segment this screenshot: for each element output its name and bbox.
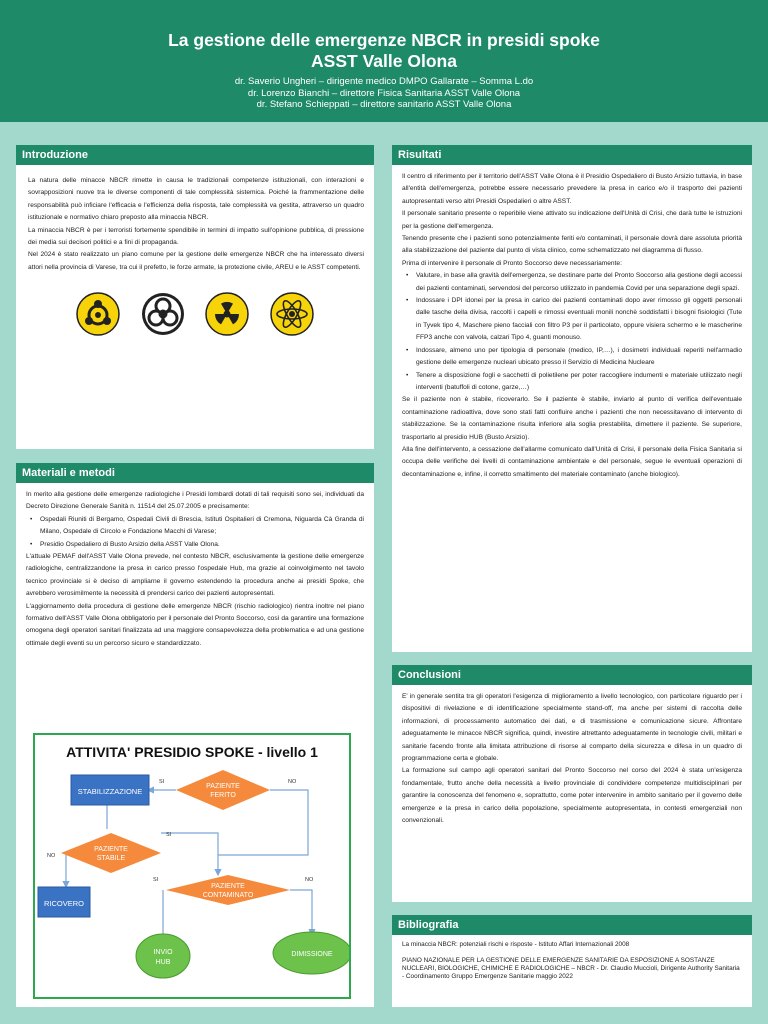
paziente-stabile-label: STABILE (96, 855, 126, 862)
results-paragraph: Il personale sanitario presente o reperibile viene attivato su indicazione dell'Unità di Crisi, che darà tutte le istruzioni per la gestione dell'emergenza. (402, 210, 742, 230)
conclusions-heading: Conclusioni (392, 665, 752, 685)
results-heading: Risultati (392, 145, 752, 165)
methods-content (16, 483, 374, 650)
results-section (392, 145, 752, 652)
list-item: • Ospedali Riuniti di Bergamo, Ospedali Civili di Brescia, Istituti Ospitalieri di Cremona, Niguarda Cà Granda di Milano, Ospedale di Circolo e Fondazione Macchi di Varese; (40, 514, 364, 539)
intro-paragraph: La minaccia NBCR è per i terroristi fortemente spendibile in termini di impatto sull'opinione pubblica, di pressione dei media sui decisori politici e a fini di propaganda. (28, 226, 364, 247)
results-paragraph: Prima di intervenire il personale di Pronto Soccorso deve necessariamente: (402, 259, 622, 267)
poster-title-line2: ASST Valle Olona (311, 51, 457, 71)
conclusions-section (392, 665, 752, 902)
dimissione-label: DIMISSIONE (291, 951, 333, 958)
methods-heading: Materiali e metodi (16, 463, 374, 483)
paziente-contaminato-diamond (166, 875, 290, 905)
paziente-ferito-label: PAZIENTE (206, 783, 240, 790)
conclusions-paragraph: E' in generale sentita tra gli operatori l'esigenza di miglioramento a livello tecnologico, con particolare riguardo per i dispositivi di rivelazione e di identificazione specialmente stand-off, ma anche per sistemi di raccolta delle informazioni, di processamento automatico dei dati, e di trasmissione e comunicazione sicure. Affrontare adeguatamente le minacce NBCR significa, quindi, investire altrettanto adeguatamente in tecnologie civili, militari e sanitarie facendo fronte alla limitata attribuzione di risorse al comparto della sicurezza e difesa in un quadro di programmazione certa e globale. (402, 693, 742, 763)
list-item: • Presidio Ospedaliero di Busto Arsizio della ASST Valle Olona. (40, 539, 364, 551)
author-3: dr. Stefano Schieppati – direttore sanitario ASST Valle Olona (256, 99, 512, 110)
edge-label-no: NO (305, 877, 314, 883)
methods-paragraph: L'attuale PEMAF dell'ASST Valle Olona prevede, nel contesto NBCR, esclusivamente la gestione delle emergenze radiologiche, centralizzandone la presa in carico presso l'ospedale Hub, ma grazie al coinvolgimento nel tavolo tecnico provinciale si è deciso di ampliarne il governo estendendo la procedura anche ai presidi Spoke, che avrebbero verosimilmente la necessità di prendersi carico dei pazienti autopresentati. (26, 553, 364, 598)
flowchart-diagram (35, 735, 349, 997)
bibliography-entry: La minaccia NBCR: potenziali rischi e risposte - Istituto Affari Internazionali 2008 (402, 941, 630, 948)
flowchart (33, 733, 351, 999)
biohazard-icon (141, 292, 185, 336)
poster-header (0, 0, 768, 122)
author-2: dr. Lorenzo Bianchi – direttore Fisica Sanitaria ASST Valle Olona (247, 87, 521, 99)
paziente-contaminato-label: PAZIENTE (211, 883, 245, 890)
paziente-ferito-diamond (176, 770, 270, 810)
bibliography-heading: Bibliografia (392, 915, 752, 935)
results-bullet-list (402, 270, 742, 394)
edge-label-no: NO (47, 853, 56, 859)
results-paragraph: Il centro di riferimento per il territorio dell'ASST Valle Olona è il Presidio Ospedaliero di Busto Arsizio tuttavia, in base all'entità dell'emergenza, potrebbe essere necessario prevedere la presa in carico e/o il trasporto dei pazienti autopresentati verso altri Presidi Ospedalieri o altre ASST. (402, 173, 742, 205)
paziente-ferito-label: FERITO (210, 792, 236, 799)
paziente-stabile-diamond (61, 833, 161, 873)
edge-label-si: SI (159, 779, 165, 785)
intro-section (16, 145, 374, 449)
edge-label-si: SI (166, 832, 172, 838)
results-content (392, 165, 752, 481)
author-1: dr. Saverio Ungheri – dirigente medico DMPO Gallarate – Somma L.do (234, 76, 534, 87)
methods-paragraph: L'aggiornamento della procedura di gestione delle emergenze NBCR (rischio radiologico) rientra inoltre nel piano formativo dell'ASST Valle Olona obbligatorio per il personale del Pronto Soccorso, così da garantire una formazione omogena degli operatori sanitari finalizzata ad una maggiore consapevolezza della problematica e ad una gestione ottimale degli eventi su un percorso sicuro e standardizzato. (26, 602, 364, 647)
conclusions-content (392, 685, 752, 827)
edge-label-no: NO (288, 779, 297, 785)
intro-content (16, 165, 374, 274)
nuclear-atom-icon (270, 292, 314, 336)
stabilizzazione-label: STABILIZZAZIONE (77, 787, 143, 796)
bibliography-section (392, 915, 752, 1007)
methods-paragraph: In merito alla gestione delle emergenze radiologiche i Presidi lombardi dotati di tali requisiti sono sei, individuati da Decreto Direzione Generale Sanità n. 11514 del 25.07.2005 e precisamente: (26, 491, 364, 511)
results-paragraph: Tenendo presente che i pazienti sono potenzialmente feriti e/o contaminati, il personale dovrà dare assoluta priorità alla stabilizzazione del paziente dal punto di vista clinico, come schematizzato nel diagramma di flusso. (402, 235, 742, 255)
paziente-stabile-label: PAZIENTE (94, 846, 128, 853)
invio-hub-oval (136, 934, 190, 978)
intro-paragraph: Nel 2024 è stato realizzato un piano comune per la gestione delle emergenze NBCR che ha interessato diversi attori nella provincia di Varese, tra cui il prefetto, le forze armate, la protezione civile, AREU e le ASST competenti. (28, 251, 364, 271)
paziente-contaminato-label: CONTAMINATO (202, 892, 254, 899)
bibliography-content (392, 935, 752, 981)
invio-hub-label: HUB (155, 959, 171, 966)
intro-heading: Introduzione (16, 145, 374, 165)
radiation-icon (205, 292, 249, 336)
results-paragraph: Se il paziente non è stabile, ricoverarlo. Se il paziente è stabile, inviarlo al punto di verifica dell'eventuale contaminazione radioattiva, dove sono stati fatti confluire anche i pazienti che non necessitavano di intervento di stabilizzazione. Se la contaminazione risulta inferiore alla soglia prestabilita, dimettere il paziente. Se superiore, trasportarlo al presidio HUB (Busto Arsizio). (402, 396, 742, 441)
ricovero-label: RICOVERO (43, 899, 85, 908)
hazard-icons-row (16, 274, 374, 336)
poster-title-line1: La gestione delle emergenze NBCR in presidi spoke (168, 30, 600, 50)
edge-label-si: SI (153, 877, 159, 883)
list-item: • Valutare, in base alla gravità dell'emergenza, se destinare parte del Pronto Soccorso alla gestione degli accessi dei pazienti contaminati, servendosi del percorso utilizzato in pandemia Covid per una separazione degli spazi. (416, 270, 742, 295)
conclusions-paragraph: La formazione sul campo agli operatori sanitari del Pronto Soccorso nel corso del 2024 è stata un'esigenza fondamentale, frutto anche della necessità a livello provinciale di condividere competenze multidisciplinari per garantire la conoscenza del fenomeno e, soprattutto, come poter intervenire in ambito sanitario per il governo delle emergenze e la presa in carico della popolazione, specialmente autopresentata, in contesti emergenziali non convenzionali. (402, 767, 742, 825)
intro-paragraph: La natura delle minacce NBCR rimette in causa le tradizionali competenze istituzionali, con interazioni e sovrapposizioni nuove tra le diverse componenti di tale complessità sistemica. Poiché la frammentazione delle responsabilità può inficiare l'efficacia e l'efficienza della risposta, tale complessità va gestita, attraverso un quadro istituzionale e normativo chiaro preposto alla minaccia NBCR. (28, 177, 364, 222)
list-item: • Tenere a disposizione fogli e sacchetti di polietilene per poter raccogliere indumenti e materiale utilizzato negli interventi (batuffoli di cotone, garze,…) (416, 370, 742, 395)
bibliography-entry: PIANO NAZIONALE PER LA GESTIONE DELLE EMERGENZE SANITARIE DA ESPOSIZIONE A SOSTANZE NUCLEARI, BIOLOGICHE, CHIMICHE E RADIOLOGICHE – NBCR - Dr. Claudio Muccioli, Dirigente Authority Sanitaria - Coordinamento Gruppo Emergenze Sanitarie maggio 2022 (402, 957, 740, 980)
authors-list (0, 76, 768, 111)
chemical-hazard-icon (76, 292, 120, 336)
results-paragraph: Alla fine dell'intervento, a cessazione dell'allarme comunicato dall'Unità di Crisi, il personale della Fisica Sanitaria si occupa delle verifiche dei livelli di contaminazione ambientale e del personale, segue le eventuali operazioni di decontaminazione e, infine, il corretto smaltimento del materiale contaminato (anche biologico). (402, 445, 742, 478)
methods-bullet-list (26, 514, 364, 551)
flowchart-title: ATTIVITA' PRESIDIO SPOKE - livello 1 (66, 744, 318, 760)
invio-hub-label: INVIO (153, 949, 173, 956)
list-item: • Indossare i DPI idonei per la presa in carico dei pazienti contaminati dopo aver rimosso gli oggetti personali dalle tasche della divisa, raccolti i capelli e rimossi eventuali monili nonchè soddisfatti i bisogni fisiologici (Tute in Tyvek tipo 4, Maschere pieno facciali con filtro P3 per il particolato, oppure visiera schermo e le mascherine FFP3 anche con valvola, calzari Tipo 4, guanti monouso. (416, 295, 742, 345)
list-item: • Indossare, almeno uno per tipologia di personale (medico, IP,…), i dosimetri individuali reperiti nell'armadio gestione delle emergenze nucleari ubicato presso il Servizio di Medicina Nucleare (416, 345, 742, 370)
